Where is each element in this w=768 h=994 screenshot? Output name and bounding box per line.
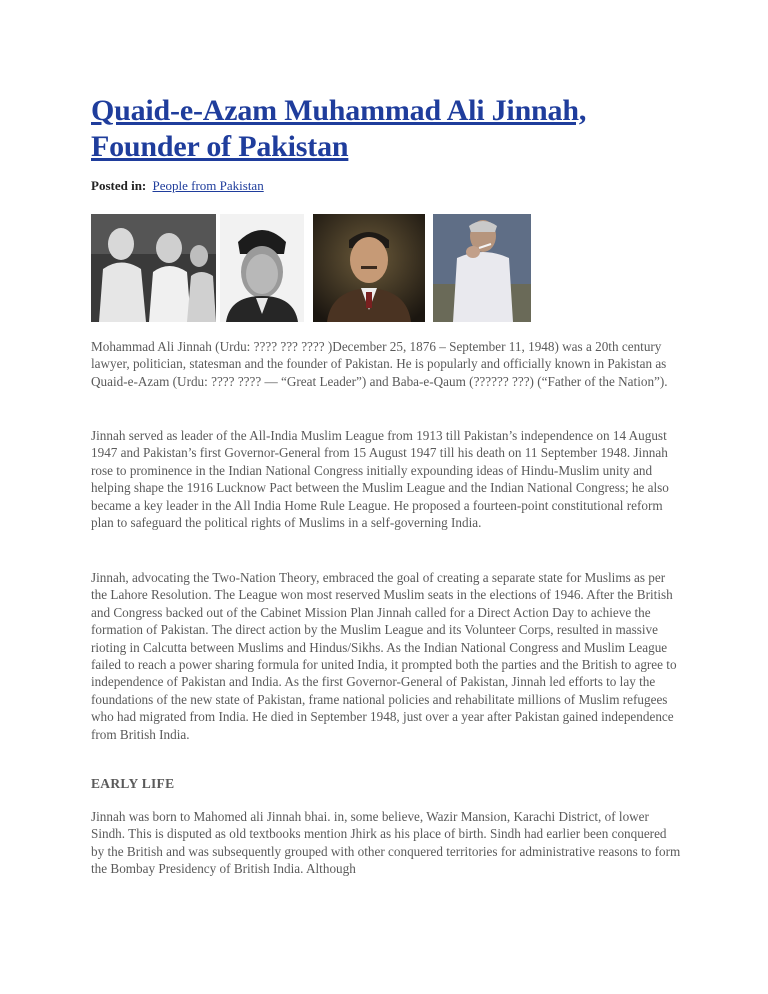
article <box>91 93 681 877</box>
jinnah-karakul-cap-portrait <box>220 214 304 322</box>
paragraph-league-leader: Jinnah served as leader of the All-India Muslim League from 1913 till Pakistan’s independence on 14 August 1947 and Pakistan’s first Governor-General from 15 August 1947 till his death on 11 September 1948. Jinnah rose to prominence in the Indian National Congress initially expounding ideas of Hindu-Muslim unity and helping shape the 1916 Lucknow Pact between the Muslim League and the Indian National Congress; he also became a key leader in the All India Home Rule League. He proposed a fourteen-point constitutional reform plan to safeguard the political rights of Muslims in a self-governing India. <box>91 428 669 531</box>
posted-in-label: Posted in: <box>91 178 147 193</box>
photo-strip <box>91 214 531 322</box>
paragraph-two-nation: Jinnah, advocating the Two-Nation Theory, embraced the goal of creating a separate state for Muslims as per the Lahore Resolution. The League won most reserved Muslim seats in the elections of 1946. After the British and Congress backed out of the Cabinet Mission Plan Jinnah called for a Direct Action Day to achieve the formation of Pakistan. The direct action by the Muslim League and its Volunteer Corps, resulted in massive rioting in Calcutta between Muslims and Hindus/Sikhs. As the Indian National Congress and Muslim League failed to reach a power sharing formula for united India, it prompted both the parties and the British to agree to independence of Pakistan and India. As the first Governor-General of Pakistan, Jinnah led efforts to lay the foundations of the new state of Pakistan, frame national policies and rehabilitate millions of Muslim refugees who had migrated from India. He died in September 1948, just over a year after Pakistan gained independence from British India. <box>91 570 677 742</box>
paragraph-intro: Mohammad Ali Jinnah (Urdu: ???? ??? ???? )December 25, 1876 – September 11, 1948) was a 20th century lawyer, politician, statesman and the founder of Pakistan. He is popularly and officially known in Pakistan as Quaid-e-Azam (Urdu: ???? ???? — “Great Leader”) and Baba-e-Qaum (?????? ???) (“Father of the Nation”). <box>91 339 668 389</box>
paragraph-early-life: Jinnah was born to Mahomed ali Jinnah bhai. in, some believe, Wazir Mansion, Karachi District, of lower Sindh. This is disputed as old textbooks mention Jhirk as his place of birth. Sindh had earlier been conquered by the British and was subsequently grouped with other conquered territories for administrative reasons to form the Bombay Presidency of British India. Although <box>91 809 681 877</box>
article-title[interactable]: Quaid-e-Azam Muhammad Ali Jinnah, Founder of Pakistan <box>91 94 587 163</box>
posted-in-line <box>91 178 681 194</box>
jinnah-smoking-photo <box>433 214 531 322</box>
category-link[interactable]: People from Pakistan <box>152 178 264 193</box>
jinnah-with-gandhi-photo <box>91 214 216 322</box>
section-heading-early-life: EARLY LIFE <box>91 776 175 791</box>
jinnah-young-portrait <box>313 214 425 322</box>
